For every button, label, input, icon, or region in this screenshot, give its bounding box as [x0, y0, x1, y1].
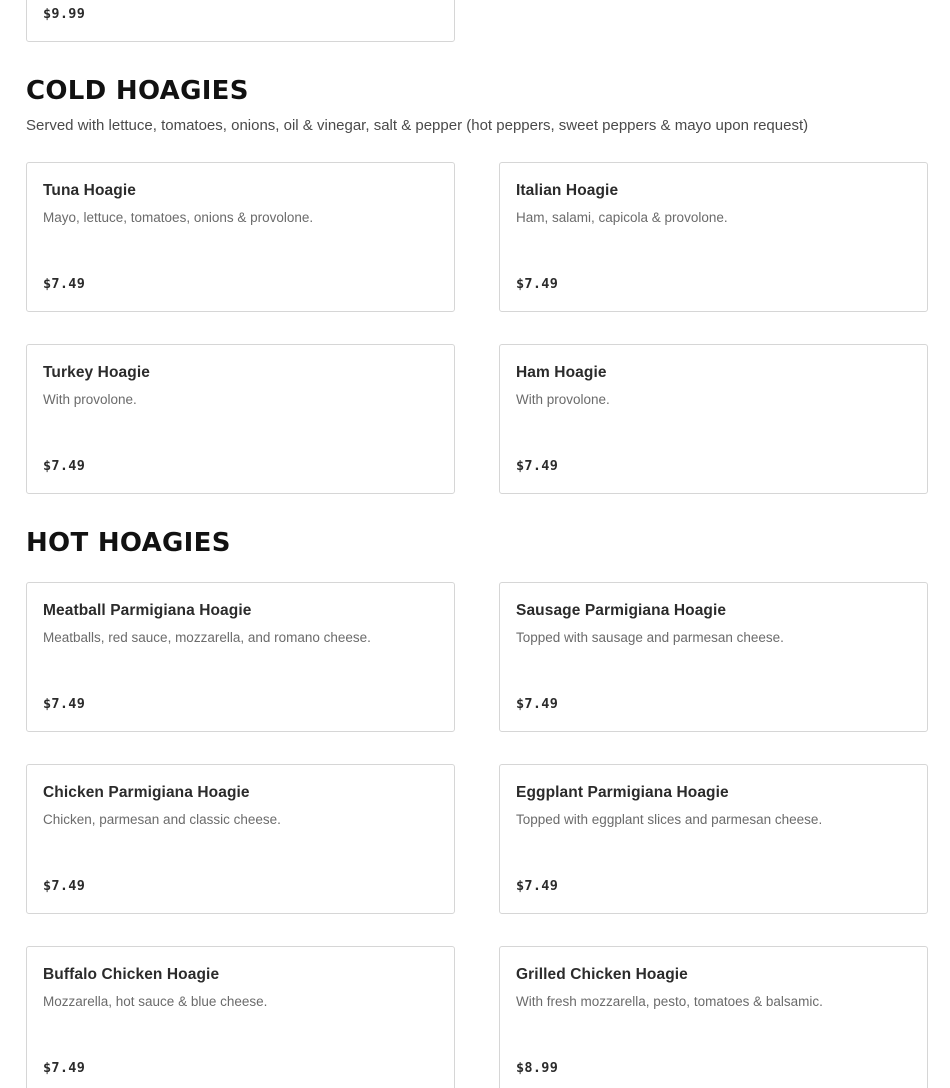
- item-price: $7.49: [43, 696, 86, 712]
- item-price: $9.99: [43, 6, 86, 22]
- item-name: Eggplant Parmigiana Hoagie: [516, 784, 729, 801]
- item-price: $7.49: [516, 878, 559, 894]
- item-description: Topped with sausage and parmesan cheese.: [516, 630, 784, 645]
- item-name: Italian Hoagie: [516, 182, 619, 199]
- item-description: With fresh mozzarella, pesto, tomatoes & balsamic.: [516, 994, 823, 1009]
- item-description: Ham, salami, capicola & provolone.: [516, 210, 728, 225]
- item-description: With provolone.: [43, 392, 137, 407]
- item-name: Tuna Hoagie: [43, 182, 136, 199]
- item-name: Buffalo Chicken Hoagie: [43, 966, 220, 983]
- item-price: $7.49: [516, 276, 559, 292]
- item-price: $7.49: [43, 276, 86, 292]
- menu-item-card[interactable]: [499, 162, 928, 312]
- item-description: Meatballs, red sauce, mozzarella, and romano cheese.: [43, 630, 371, 645]
- section-title-hot-hoagies: HOT HOAGIES: [26, 528, 231, 558]
- item-name: Grilled Chicken Hoagie: [516, 966, 688, 983]
- item-description: Mozzarella, hot sauce & blue cheese.: [43, 994, 268, 1009]
- item-description: Mayo, lettuce, tomatoes, onions & provolone.: [43, 210, 314, 225]
- item-description: Chicken, parmesan and classic cheese.: [43, 812, 281, 827]
- menu-item-card[interactable]: [26, 764, 455, 914]
- item-price: $7.49: [516, 696, 559, 712]
- item-price: $7.49: [43, 458, 86, 474]
- item-name: Ham Hoagie: [516, 364, 607, 381]
- item-name: Meatball Parmigiana Hoagie: [43, 602, 252, 619]
- menu-item-card[interactable]: [26, 0, 455, 42]
- menu-item-card[interactable]: [499, 344, 928, 494]
- item-price: $7.49: [43, 1060, 86, 1076]
- menu-item-card[interactable]: [499, 764, 928, 914]
- menu-item-card[interactable]: [499, 946, 928, 1088]
- menu-item-card[interactable]: [26, 582, 455, 732]
- item-price: $7.49: [43, 878, 86, 894]
- item-price: $8.99: [516, 1060, 559, 1076]
- item-description: With provolone.: [516, 392, 610, 407]
- section-title-cold-hoagies: COLD HOAGIES: [26, 76, 249, 106]
- item-price: $7.49: [516, 458, 559, 474]
- menu-item-card[interactable]: [26, 946, 455, 1088]
- item-name: Chicken Parmigiana Hoagie: [43, 784, 250, 801]
- menu-item-card[interactable]: [499, 582, 928, 732]
- menu-item-card[interactable]: [26, 162, 455, 312]
- section-description-cold-hoagies: Served with lettuce, tomatoes, onions, oil & vinegar, salt & pepper (hot peppers, sweet peppers & mayo upon request): [26, 117, 809, 134]
- item-name: Sausage Parmigiana Hoagie: [516, 602, 727, 619]
- item-description: Topped with eggplant slices and parmesan cheese.: [516, 812, 823, 827]
- menu-item-card[interactable]: [26, 344, 455, 494]
- item-name: Turkey Hoagie: [43, 364, 150, 381]
